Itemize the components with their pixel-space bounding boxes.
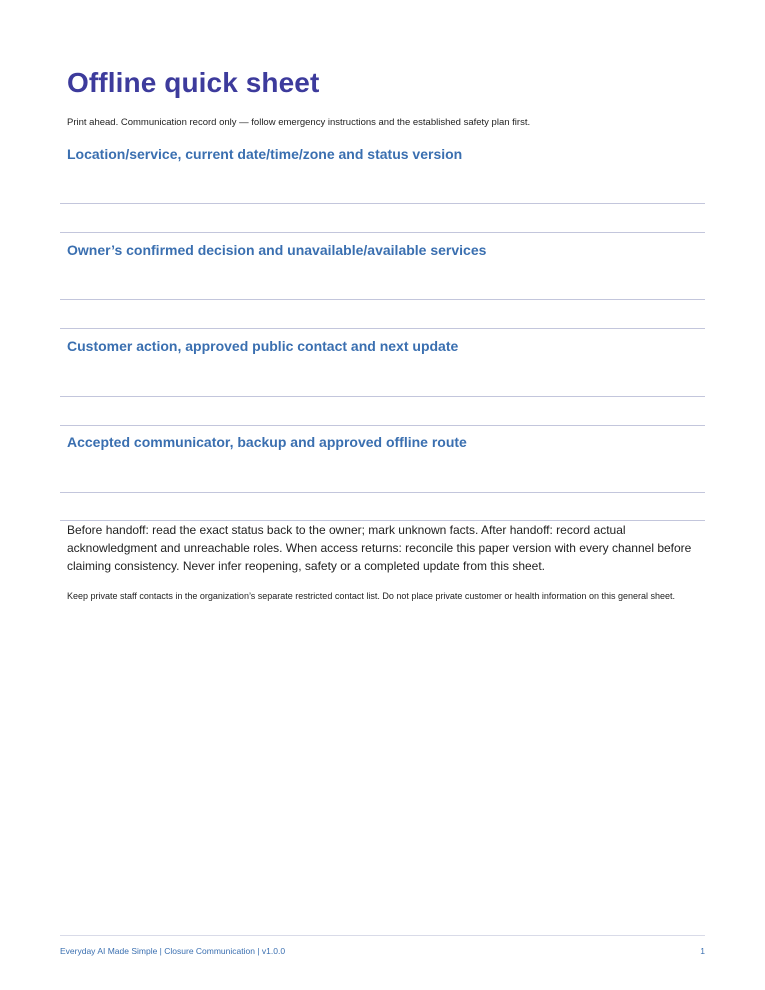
page-title: Offline quick sheet — [67, 67, 320, 98]
write-line — [60, 299, 705, 300]
section-owner-decision — [60, 242, 705, 258]
section-divider — [60, 425, 705, 426]
footer-divider — [60, 935, 705, 936]
section-heading: Location/service, current date/time/zone and status version — [67, 146, 463, 162]
privacy-note: Keep private staff contacts in the organization’s separate restricted contact list. Do not place private customer or health information on this general sheet. — [67, 591, 676, 601]
section-heading: Customer action, approved public contact and next update — [67, 338, 459, 354]
intro-text: Print ahead. Communication record only — follow emergency instructions and the established safety plan first. — [67, 117, 531, 128]
page-number: 1 — [700, 946, 705, 956]
write-line — [60, 396, 705, 397]
footer-text: Everyday AI Made Simple | Closure Communication | v1.0.0 — [60, 946, 286, 956]
write-line — [60, 203, 705, 204]
handoff-instructions: Before handoff: read the exact status back to the owner; mark unknown facts. After handoff: record actual acknowledgment and unreachable roles. When access returns: reconcile this paper version with every channel before claiming consistency. Never infer reopening, safety or a completed update from this sheet. — [67, 523, 692, 573]
section-location-status — [60, 146, 705, 162]
section-divider — [60, 232, 705, 233]
section-heading: Owner’s confirmed decision and unavailable/available services — [67, 242, 487, 258]
section-communicator-route — [60, 434, 705, 450]
section-divider — [60, 328, 705, 329]
section-customer-action — [60, 338, 705, 354]
section-heading: Accepted communicator, backup and approved offline route — [67, 434, 467, 450]
write-line — [60, 492, 705, 493]
